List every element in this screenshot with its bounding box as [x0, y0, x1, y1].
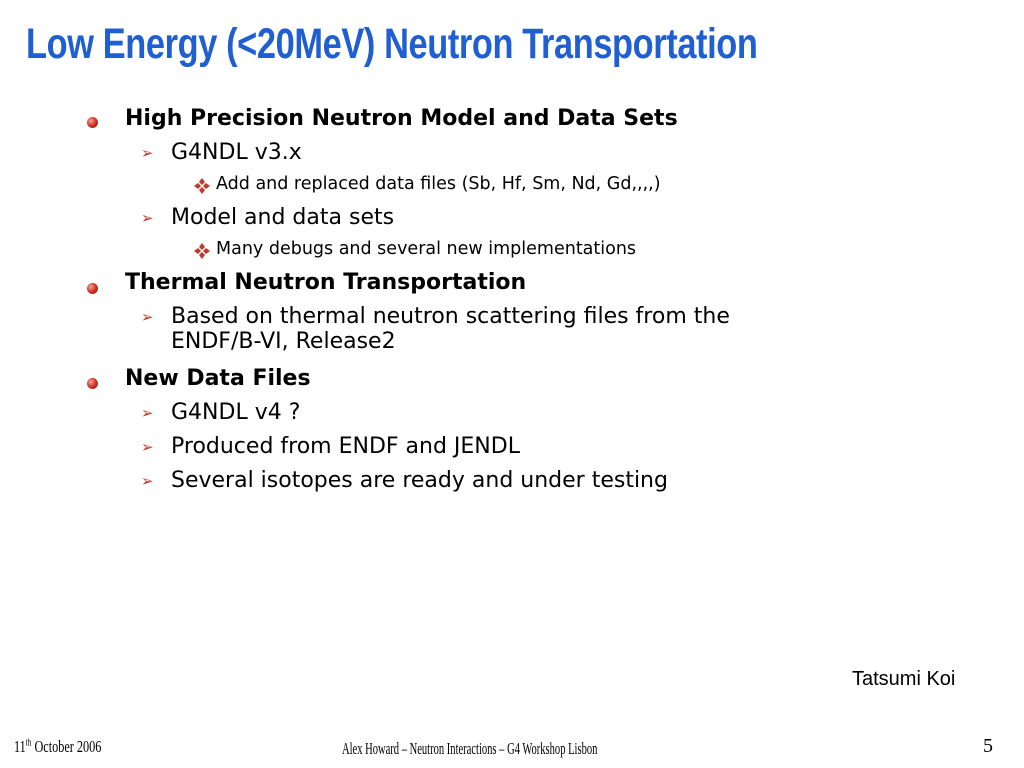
author-name: Tatsumi Koi — [852, 668, 956, 690]
bullet-item-line: ENDF/B-VI, Release2 — [171, 329, 396, 354]
footer-date-suffix: th — [25, 737, 32, 749]
footer-presenter: Alex Howard – Neutron Interactions – G4 Workshop Lisbon — [342, 739, 598, 758]
arrowhead-bullet-icon: ➢ — [141, 438, 154, 456]
arrowhead-bullet-icon: ➢ — [141, 144, 154, 162]
bullet-item-line: Based on thermal neutron scattering files from the — [171, 304, 730, 329]
footer-date-day: 11 — [14, 737, 26, 756]
bullet-item: G4NDL v4 ? — [171, 400, 301, 425]
bullet-item: Produced from ENDF and JENDL — [171, 434, 520, 459]
four-diamond-bullet-icon — [194, 243, 210, 259]
sub-bullet-item: Add and replaced data files (Sb, Hf, Sm, Nd, Gd,,,,) — [216, 174, 661, 194]
bullet-item: Several isotopes are ready and under testing — [171, 468, 668, 493]
section-heading: Thermal Neutron Transportation — [125, 270, 527, 295]
slide-title: Low Energy (<20MeV) Neutron Transportation — [26, 20, 758, 68]
red-ball-bullet-icon — [87, 378, 98, 389]
section-heading: New Data Files — [125, 366, 311, 391]
footer-date-rest: October 2006 — [31, 737, 102, 756]
footer-date — [14, 737, 101, 757]
section-heading: High Precision Neutron Model and Data Sets — [125, 106, 678, 131]
arrowhead-bullet-icon: ➢ — [141, 472, 154, 490]
four-diamond-bullet-icon — [194, 178, 210, 194]
bullet-item: Model and data sets — [171, 205, 395, 230]
red-ball-bullet-icon — [87, 283, 98, 294]
sub-bullet-item: Many debugs and several new implementations — [216, 239, 637, 259]
arrowhead-bullet-icon: ➢ — [141, 209, 154, 227]
bullet-item: G4NDL v3.x — [171, 140, 302, 165]
arrowhead-bullet-icon: ➢ — [141, 308, 154, 326]
page-number: 5 — [983, 735, 993, 757]
arrowhead-bullet-icon: ➢ — [141, 404, 154, 422]
red-ball-bullet-icon — [87, 117, 98, 128]
